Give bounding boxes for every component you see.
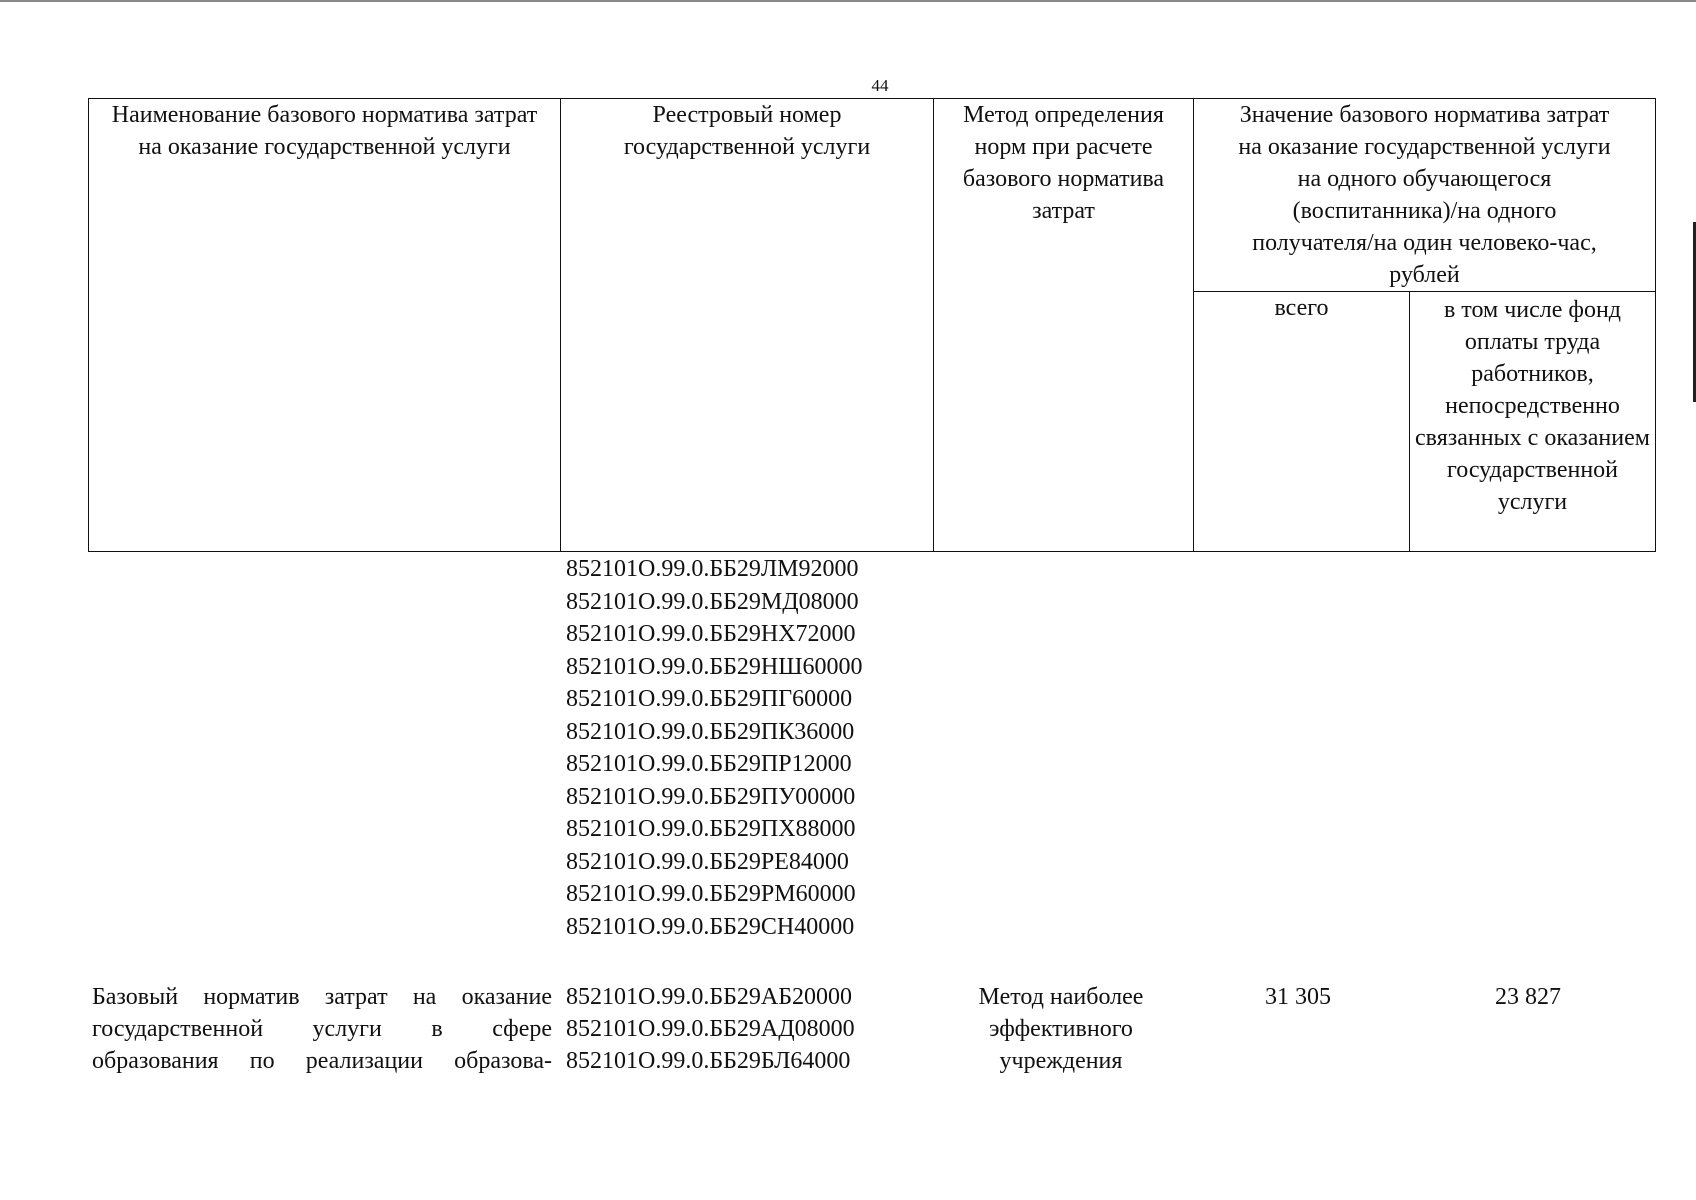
registry-code: 852101О.99.0.ББ29РЕ84000 xyxy=(566,848,849,875)
registry-code: 852101О.99.0.ББ29ПХ88000 xyxy=(566,816,856,842)
header-fund: в том числе фонд оплаты труда работников, непосредственно связанных с оказанием государственной услуги xyxy=(1410,292,1656,552)
row-fund-value: 23 827 xyxy=(1495,984,1561,1010)
top-border-line xyxy=(0,0,1696,2)
continued-codes-list xyxy=(566,553,862,943)
row-service-name xyxy=(92,981,552,1077)
table-header xyxy=(88,98,1656,552)
header-value xyxy=(1194,99,1656,292)
header-method: Метод определения норм при расчете базового норматива затрат xyxy=(934,99,1194,552)
registry-code: 852101О.99.0.ББ29ЛМ92000 xyxy=(566,556,859,582)
row-total-value: 31 305 xyxy=(1265,984,1331,1010)
row-codes-list xyxy=(566,981,855,1077)
registry-code: 852101О.99.0.ББ29ПР12000 xyxy=(566,751,852,777)
header-value-line: получателя/на один человеко-час, xyxy=(1252,230,1597,256)
registry-code: 852101О.99.0.ББ29БЛ64000 xyxy=(566,1048,851,1074)
registry-code: 852101О.99.0.ББ29РМ60000 xyxy=(566,881,856,907)
header-value-line: Значение базового норматива затрат xyxy=(1239,102,1610,128)
header-value-line: (воспитанника)/на одного xyxy=(1292,198,1557,224)
registry-code: 852101О.99.0.ББ29ПК36000 xyxy=(566,718,855,745)
row-name-line: государственной услуги в сфере xyxy=(92,1016,552,1042)
header-registry: Реестровый номер государственной услуги xyxy=(561,99,934,552)
page-number: 44 xyxy=(871,76,889,95)
row-name-line: Базовый норматив затрат на оказание xyxy=(92,984,552,1010)
header-value-line: на оказание государственной услуги xyxy=(1238,134,1611,160)
header-value-line: рублей xyxy=(1389,262,1460,288)
registry-code: 852101О.99.0.ББ29ПУ00000 xyxy=(566,783,856,810)
header-name: Наименование базового норматива затрат на оказание государственной услуги xyxy=(89,99,561,552)
header-value-line: на одного обучающегося xyxy=(1297,166,1552,192)
registry-code: 852101О.99.0.ББ29АД08000 xyxy=(566,1016,855,1042)
registry-code: 852101О.99.0.ББ29СН40000 xyxy=(566,913,855,940)
registry-code: 852101О.99.0.ББ29НШ60000 xyxy=(566,653,863,680)
registry-code: 852101О.99.0.ББ29АБ20000 xyxy=(566,984,853,1010)
row-name-line: образования по реализации образова- xyxy=(92,1048,552,1074)
registry-code: 852101О.99.0.ББ29ПГ60000 xyxy=(566,686,853,712)
registry-code: 852101О.99.0.ББ29НХ72000 xyxy=(566,621,856,647)
registry-code: 852101О.99.0.ББ29МД08000 xyxy=(566,588,859,615)
row-method: Метод наиболее эффективного учреждения xyxy=(978,984,1144,1074)
header-total: всего xyxy=(1194,292,1410,552)
